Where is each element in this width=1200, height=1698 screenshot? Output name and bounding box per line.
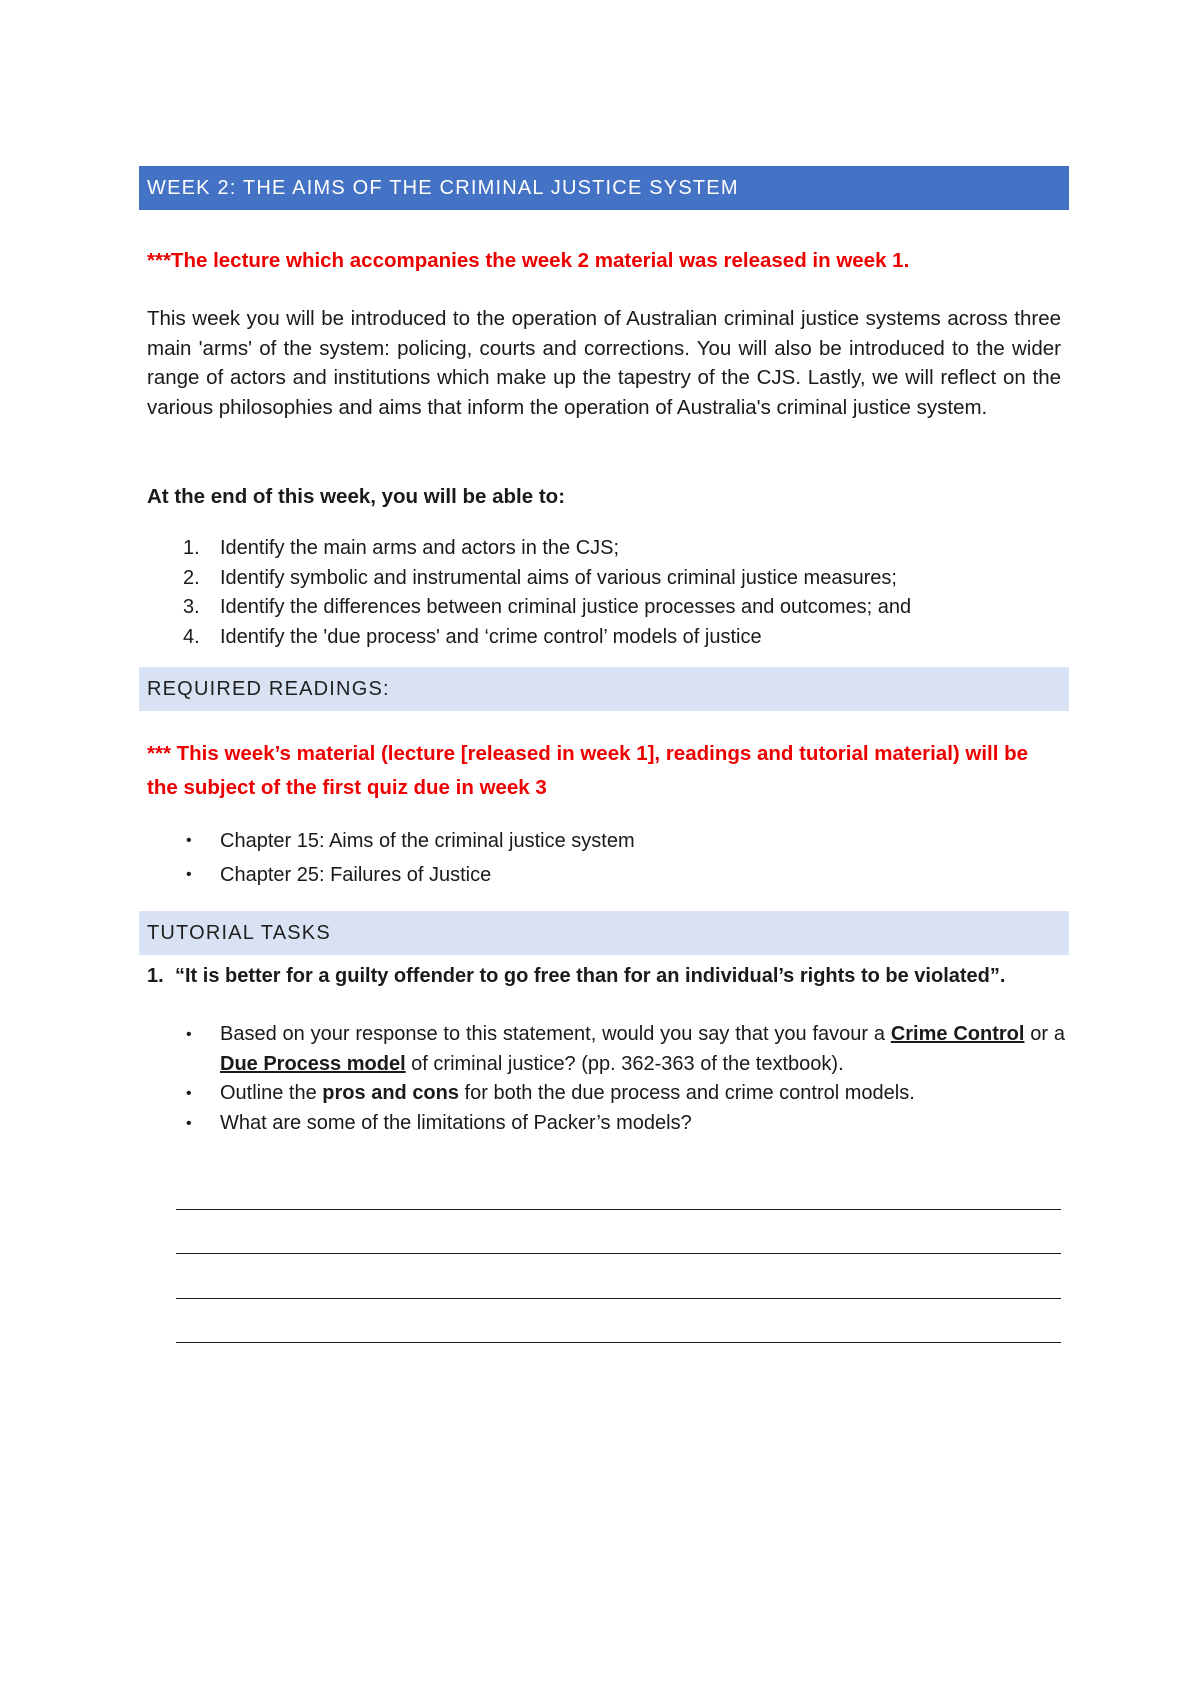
bullet: • [186, 832, 192, 849]
readings-banner [139, 667, 1069, 711]
item-text: Identify the 'due process' and ‘crime control’ models of justice [220, 626, 762, 649]
cons-term: cons [412, 1082, 459, 1104]
outcomes-heading: At the end of this week, you will be able to: [147, 485, 566, 508]
list-item [183, 534, 1083, 564]
list-item [183, 858, 1063, 892]
tutorial-task [147, 961, 1061, 991]
item-text: Outline the [220, 1082, 323, 1104]
list-item [183, 824, 1063, 858]
item-text: or a [1024, 1023, 1065, 1045]
readings-heading: REQUIRED READINGS: [147, 677, 390, 700]
list-item [183, 1109, 1065, 1139]
answer-line[interactable] [176, 1298, 1061, 1299]
item-text: Identify symbolic and instrumental aims of various criminal justice measures; [220, 566, 897, 589]
list-item [183, 593, 1083, 623]
list-item [183, 1079, 1065, 1109]
item-text: of criminal justice? (pp. 362-363 of the textbook). [405, 1052, 844, 1075]
lecture-note: ***The lecture which accompanies the week 2 material was released in week 1. [147, 249, 910, 272]
item-number: 1. [183, 537, 200, 559]
item-text: for both the due process and crime control models. [459, 1082, 915, 1104]
task-number: 1. [147, 965, 164, 987]
list-item [183, 564, 1083, 594]
item-text: Chapter 25: Failures of Justice [220, 864, 492, 886]
item-number: 3. [183, 596, 200, 619]
pros-term: pros [322, 1082, 366, 1104]
bullet: • [186, 1085, 192, 1102]
answer-line[interactable] [176, 1253, 1061, 1254]
tutorial-banner [139, 911, 1069, 955]
item-number: 2. [183, 566, 200, 589]
readings-list [183, 824, 1063, 892]
answer-line[interactable] [176, 1209, 1061, 1210]
crime-control-term: Crime Control [890, 1023, 1025, 1045]
intro-paragraph: This week you will be introduced to the operation of Australian criminal justice systems across three main 'arms' of the system: policing, courts and corrections. You will also be introduced to the wider range of actors and institutions which make up the tapestry of the CJS. Lastly, we will reflect on the various philosophies and aims that inform the operation of Australia's criminal justice system. [147, 307, 1061, 420]
outcomes-list [183, 534, 1083, 653]
task-sublist [183, 1020, 1065, 1138]
week-title-banner [139, 166, 1069, 210]
tutorial-heading: TUTORIAL TASKS [147, 921, 331, 944]
item-text: Identify the main arms and actors in the CJS; [220, 537, 620, 559]
due-process-term: Due Process model [220, 1052, 406, 1075]
item-text: Based on your response to this statement, would you say that you favour a [220, 1023, 891, 1045]
bullet: • [186, 1114, 192, 1132]
item-text: and [365, 1082, 413, 1104]
item-text: Chapter 15: Aims of the criminal justice system [220, 830, 635, 852]
item-text: What are some of the limitations of Packer’s models? [220, 1111, 692, 1134]
quiz-note: *** This week’s material (lecture [released in week 1], readings and tutorial material) will be the subject of the first quiz due in week 3 [147, 742, 1029, 799]
bullet: • [186, 1026, 192, 1043]
bullet: • [186, 866, 192, 883]
answer-line[interactable] [176, 1342, 1061, 1343]
list-item [183, 1020, 1065, 1079]
item-number: 4. [183, 626, 200, 649]
list-item [183, 623, 1083, 653]
week-title: WEEK 2: THE AIMS OF THE CRIMINAL JUSTICE SYSTEM [147, 176, 739, 199]
item-text: Identify the differences between criminal justice processes and outcomes; and [220, 596, 912, 619]
task-quote: “It is better for a guilty offender to go free than for an individual’s rights to be violated”. [175, 965, 1006, 987]
